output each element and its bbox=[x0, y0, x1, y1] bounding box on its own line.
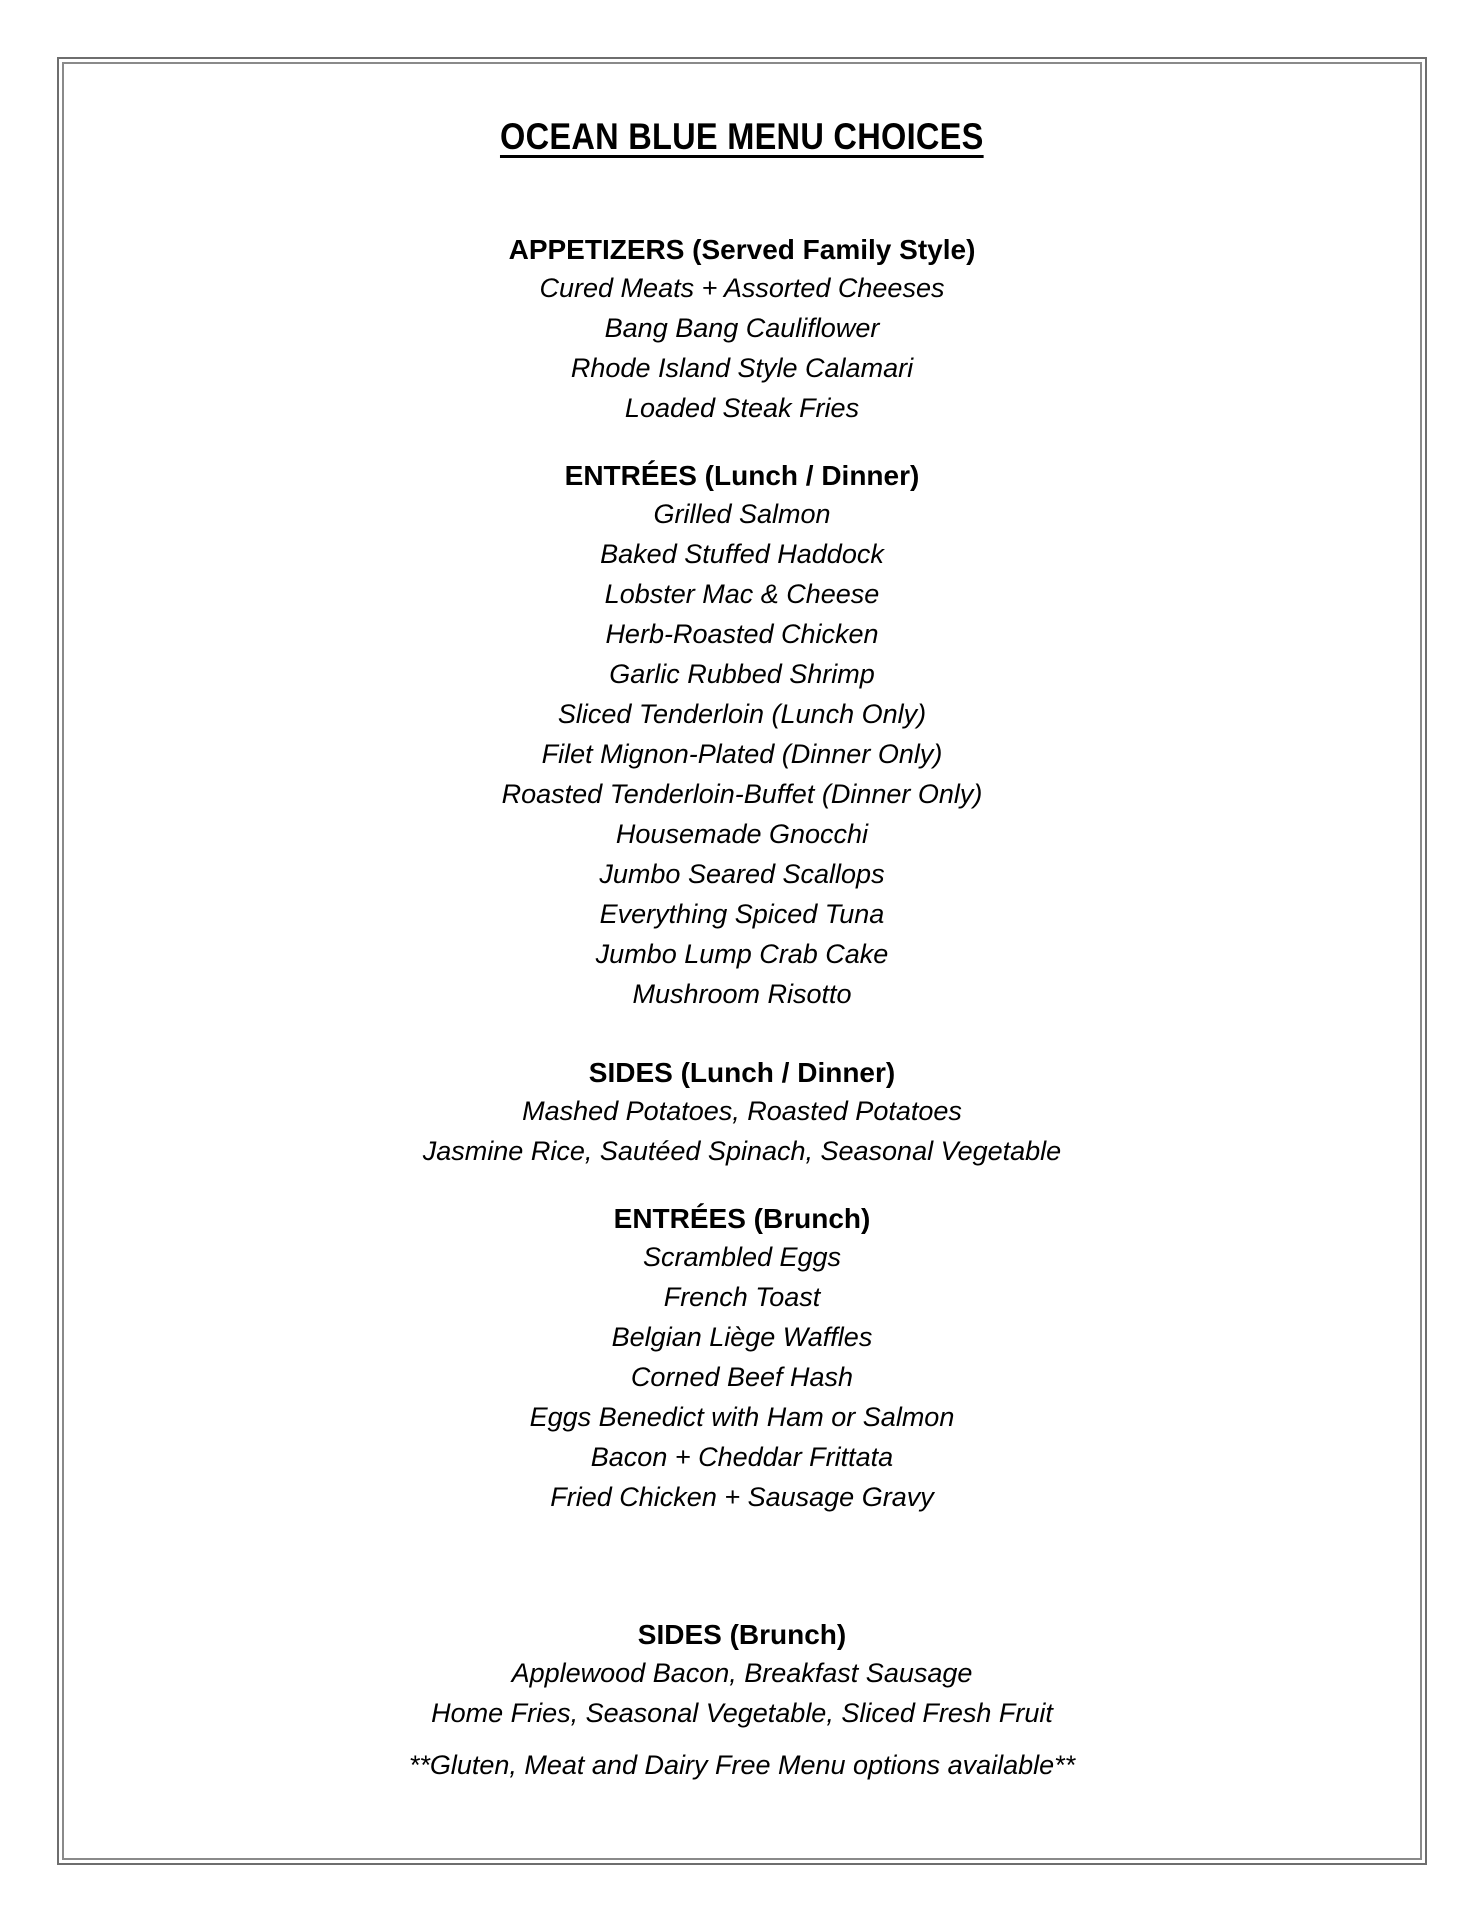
section-sides-lunch-dinner bbox=[64, 1055, 1420, 1171]
menu-item: Baked Stuffed Haddock bbox=[600, 539, 884, 569]
menu-item: Home Fries, Seasonal Vegetable, Sliced Fresh Fruit bbox=[431, 1698, 1053, 1728]
menu-item: Jumbo Lump Crab Cake bbox=[595, 939, 889, 969]
page-title-text: OCEAN BLUE MENU CHOICES bbox=[500, 116, 984, 157]
menu-item: Herb-Roasted Chicken bbox=[605, 619, 879, 649]
menu-item: Applewood Bacon, Breakfast Sausage bbox=[511, 1658, 973, 1688]
menu-item: Lobster Mac & Cheese bbox=[604, 579, 880, 609]
menu-item: Bacon + Cheddar Frittata bbox=[590, 1442, 894, 1472]
menu-item: Rhode Island Style Calamari bbox=[570, 353, 914, 383]
section-heading: SIDES (Lunch / Dinner) bbox=[588, 1057, 896, 1088]
menu-item: French Toast bbox=[663, 1282, 821, 1312]
page-title bbox=[64, 116, 1420, 158]
menu-item: Garlic Rubbed Shrimp bbox=[609, 659, 875, 689]
section-sides-brunch bbox=[64, 1617, 1420, 1733]
section-heading: ENTRÉES (Lunch / Dinner) bbox=[564, 460, 920, 491]
menu-item: Mashed Potatoes, Roasted Potatoes bbox=[522, 1096, 962, 1126]
menu-item: Eggs Benedict with Ham or Salmon bbox=[529, 1402, 955, 1432]
menu-item: Jasmine Rice, Sautéed Spinach, Seasonal Vegetable bbox=[422, 1136, 1062, 1166]
menu-item: Corned Beef Hash bbox=[630, 1362, 854, 1392]
menu-item: Scrambled Eggs bbox=[642, 1242, 842, 1272]
menu-item: Loaded Steak Fries bbox=[624, 393, 860, 423]
menu-item: Fried Chicken + Sausage Gravy bbox=[550, 1482, 934, 1512]
menu-item: Grilled Salmon bbox=[653, 499, 831, 529]
menu-item: Roasted Tenderloin-Buffet (Dinner Only) bbox=[501, 779, 983, 809]
menu-item: Sliced Tenderloin (Lunch Only) bbox=[557, 699, 927, 729]
section-entrees-lunch-dinner bbox=[64, 458, 1420, 1014]
section-entrees-brunch bbox=[64, 1201, 1420, 1517]
menu-item: Housemade Gnocchi bbox=[615, 819, 869, 849]
section-heading: ENTRÉES (Brunch) bbox=[613, 1203, 871, 1234]
section-heading: APPETIZERS (Served Family Style) bbox=[508, 234, 976, 265]
dietary-footnote: **Gluten, Meat and Dairy Free Menu options available** bbox=[408, 1750, 1076, 1780]
menu-item: Everything Spiced Tuna bbox=[599, 899, 885, 929]
menu-item: Filet Mignon-Plated (Dinner Only) bbox=[541, 739, 943, 769]
menu-item: Cured Meats + Assorted Cheeses bbox=[539, 273, 945, 303]
menu-item: Bang Bang Cauliflower bbox=[604, 313, 880, 343]
menu-item: Mushroom Risotto bbox=[632, 979, 852, 1009]
section-heading: SIDES (Brunch) bbox=[637, 1619, 847, 1650]
menu-item: Jumbo Seared Scallops bbox=[599, 859, 885, 889]
section-appetizers bbox=[64, 232, 1420, 428]
menu-item: Belgian Liège Waffles bbox=[611, 1322, 873, 1352]
